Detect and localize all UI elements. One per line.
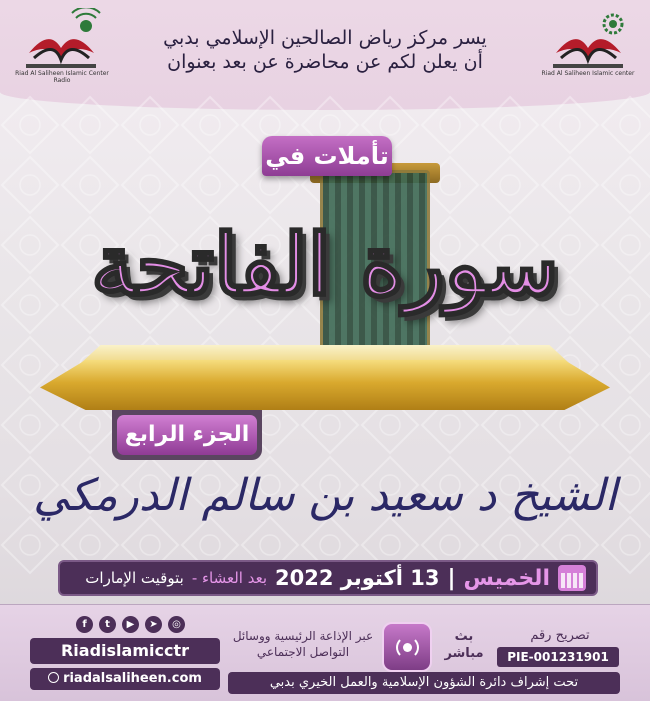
date-day: الخميس [463, 565, 550, 591]
telegram-icon[interactable]: ➤ [145, 616, 162, 633]
broadcast-channels: عبر الإذاعة الرئيسية ووسائل التواصل الاجتماعي [232, 629, 374, 659]
main-title-area [40, 175, 610, 375]
website-link[interactable] [30, 668, 220, 690]
header-line-1: يسر مركز رياض الصالحين الإسلامي بدبي [163, 27, 487, 49]
instagram-icon[interactable]: ◎ [168, 616, 185, 633]
date-zone: بتوقيت الإمارات [85, 569, 184, 587]
facebook-icon[interactable]: f [76, 616, 93, 633]
main-title: سورة الفاتحة [91, 215, 559, 314]
logo-left-caption: Riad Al Saliheen Islamic Center Radio [15, 70, 109, 84]
social-icons [76, 616, 185, 633]
part-label: الجزء الرابع [117, 415, 257, 455]
date-time: بعد العشاء - [191, 569, 268, 587]
supervision-note: تحت إشراف دائرة الشؤون الإسلامية والعمل الخيري بدبي [228, 672, 620, 694]
speaker-name: الشيخ د سعيد بن سالم الدرمكي [33, 470, 617, 521]
youtube-icon[interactable]: ▶ [122, 616, 139, 633]
radio-logo-icon [14, 8, 109, 78]
header-line-2: أن يعلن لكم عن محاضرة عن بعد بعنوان [167, 51, 483, 73]
globe-icon [48, 672, 59, 683]
website-text: riadalsaliheen.com [63, 671, 202, 686]
live-broadcast-icon [382, 622, 432, 672]
date-bar [58, 560, 598, 596]
part-tab [112, 410, 262, 460]
date-separator: | [447, 565, 456, 591]
date-text: 13 أكتوبر 2022 [275, 566, 440, 590]
center-logo-icon [541, 8, 636, 78]
calendar-icon [558, 565, 586, 591]
permit-label: تصريح رقم [530, 628, 590, 643]
title-prefix-tab: تأملات في [262, 136, 392, 176]
live-label: بث مباشر [444, 629, 484, 661]
twitter-icon[interactable]: t [99, 616, 116, 633]
social-handle[interactable]: Riadislamicctr [30, 638, 220, 664]
logo-right-caption: Riad Al Saliheen Islamic center [541, 70, 635, 77]
permit-number: PIE-001231901 [497, 647, 619, 667]
